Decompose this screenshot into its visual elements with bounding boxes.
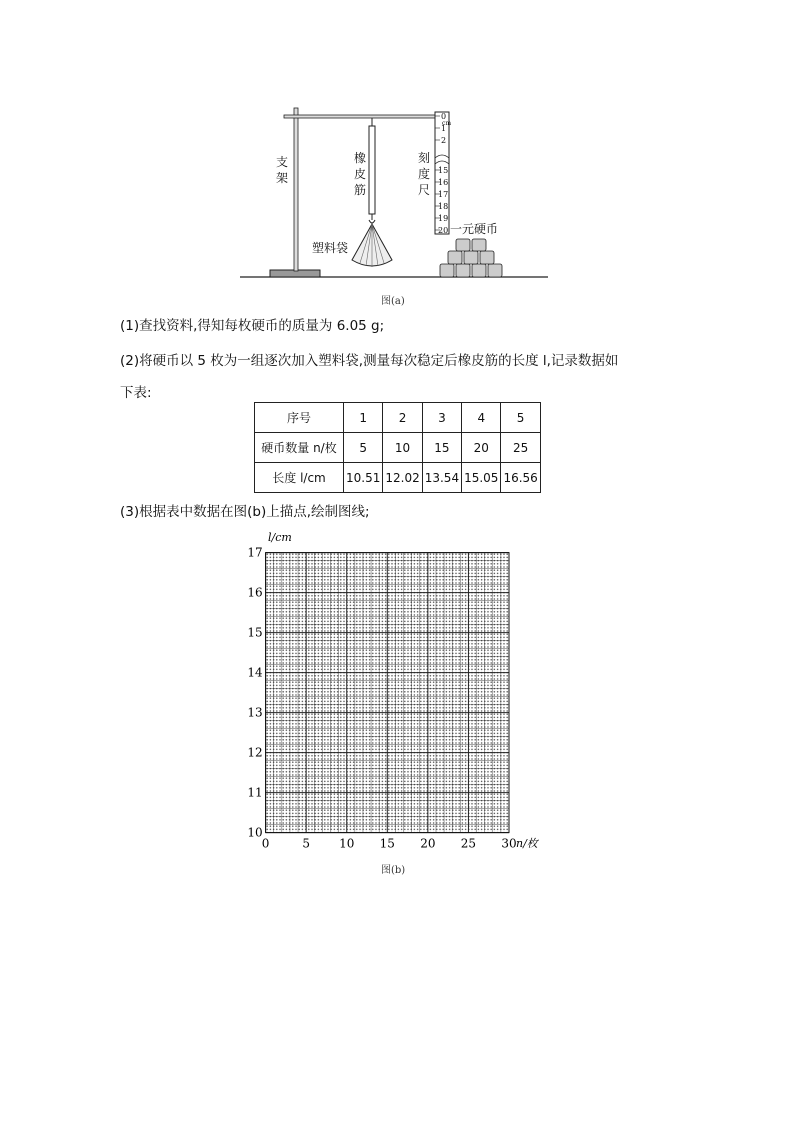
bag-hook: [369, 214, 375, 223]
y-tick-label: 11: [247, 785, 263, 800]
table-row: [255, 433, 541, 463]
table-cell: 4: [462, 403, 501, 433]
table-cell: 10: [383, 433, 422, 463]
ruler-unit: cm: [442, 120, 452, 127]
table-cell: 3: [422, 403, 461, 433]
table-cell: 13.54: [422, 463, 461, 493]
label-ruler-2: 度: [418, 167, 431, 181]
table-cell: 20: [462, 433, 501, 463]
y-tick-label: 15: [247, 625, 263, 640]
rubber-band: [369, 126, 375, 214]
step2-text-line1: (2)将硬币以 5 枚为一组逐次加入塑料袋,测量每次稳定后橡皮筋的长度 l,记录数据如: [120, 353, 619, 369]
table-header-cell: 硬币数量 n/枚: [255, 433, 344, 463]
x-tick-label: 5: [302, 836, 310, 851]
ruler-tick-17: 17: [438, 190, 449, 199]
x-tick-label: 25: [460, 836, 477, 851]
table-cell: 12.02: [383, 463, 422, 493]
step1-text: (1)查找资料,得知每枚硬币的质量为 6.05 g;: [120, 318, 385, 334]
table-row: [255, 463, 541, 493]
y-tick-label: 10: [247, 825, 263, 840]
table-cell: 16.56: [501, 463, 540, 493]
y-tick-label: 13: [247, 705, 263, 720]
table-header-cell: 长度 l/cm: [255, 463, 344, 493]
table-cell: 15.05: [462, 463, 501, 493]
label-band-1: 橡: [354, 151, 367, 165]
step3-text: (3)根据表中数据在图(b)上描点,绘制图线;: [120, 504, 370, 520]
ruler-tick-16: 16: [438, 178, 449, 187]
figure-b-caption: 图(b): [381, 865, 406, 876]
label-band-2: 皮: [354, 167, 367, 181]
table-cell: 5: [344, 433, 383, 463]
label-ruler-1: 刻: [418, 151, 431, 165]
x-tick-label: 30: [501, 836, 517, 851]
ruler-tick-15: 15: [438, 166, 449, 175]
label-band-3: 筋: [354, 183, 367, 197]
figure-a-apparatus: [240, 100, 560, 290]
label-stand-1: 支: [276, 155, 289, 169]
coin-stacks: [440, 239, 502, 277]
label-ruler-3: 尺: [418, 183, 431, 197]
ruler-tick-18: 18: [438, 202, 449, 211]
x-tick-label: 15: [379, 836, 395, 851]
ruler-tick-19: 19: [438, 214, 449, 223]
y-tick-label: 17: [247, 545, 263, 560]
table-cell: 5: [501, 403, 540, 433]
x-tick-label: 10: [339, 836, 355, 851]
label-plastic-bag: 塑料袋: [312, 241, 349, 255]
y-tick-labels: [247, 546, 263, 840]
ruler-tick-2: 2: [441, 136, 447, 145]
ruler-tick-20: 20: [438, 226, 449, 235]
label-stand-2: 架: [276, 171, 289, 185]
table-cell: 25: [501, 433, 540, 463]
ruler-tick-1: 1: [441, 124, 447, 133]
stand-top-bar: [284, 115, 446, 118]
table-header-cell: 序号: [255, 403, 344, 433]
y-tick-label: 14: [247, 665, 263, 680]
table-row: [255, 403, 541, 433]
step2-text-line2: 下表:: [120, 385, 152, 401]
y-tick-label: 12: [247, 745, 263, 760]
table-cell: 10.51: [344, 463, 383, 493]
y-axis-label: l/cm: [268, 531, 292, 544]
figure-a-caption: 图(a): [381, 296, 405, 307]
x-tick-label: 0: [261, 836, 270, 851]
stand-pole: [294, 108, 298, 271]
table-cell: 2: [383, 403, 422, 433]
x-tick-label: 20: [420, 836, 436, 851]
label-coins: 一元硬币: [450, 222, 499, 236]
data-table: [254, 402, 541, 493]
table-cell: 15: [422, 433, 461, 463]
x-tick-labels: [262, 837, 517, 851]
y-tick-label: 16: [247, 585, 263, 600]
x-axis-label: n/枚: [516, 837, 538, 850]
ruler-tick-0: 0: [441, 112, 447, 121]
figure-b-grid: [240, 528, 550, 858]
table-cell: 1: [344, 403, 383, 433]
